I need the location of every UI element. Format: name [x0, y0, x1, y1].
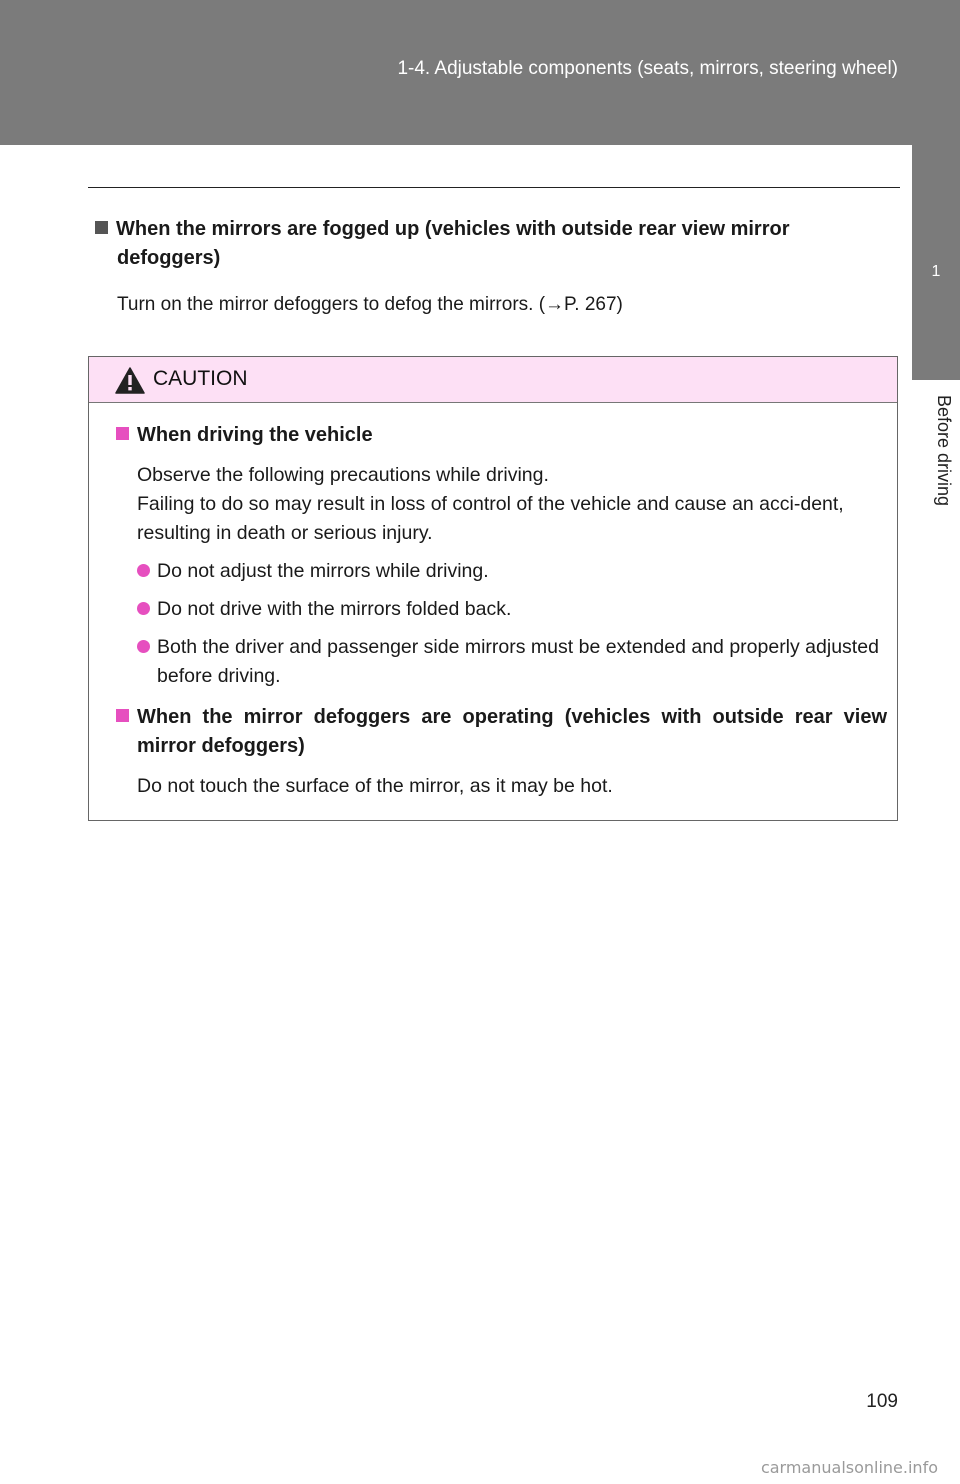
- chapter-tab: [912, 145, 960, 380]
- chapter-label: Before driving: [934, 395, 954, 507]
- arrow-icon: →: [545, 294, 565, 315]
- caution-bullet: Both the driver and passenger side mirrors must be extended and properly adjusted before driving.: [137, 633, 887, 691]
- caution-bullet: Do not adjust the mirrors while driving.: [137, 557, 887, 586]
- mirror-fog-section: [95, 215, 895, 319]
- circle-bullet-icon: [137, 564, 150, 577]
- circle-bullet-icon: [137, 602, 150, 615]
- chapter-number: 1: [931, 263, 941, 280]
- page-number: 109: [866, 1391, 898, 1412]
- caution-text: Do not touch the surface of the mirror, as it may be hot.: [137, 775, 613, 797]
- square-bullet-icon: [95, 221, 108, 234]
- section-heading: When the mirrors are fogged up (vehicles with outside rear view mirror defoggers): [95, 215, 895, 273]
- caution-heading-defoggers: When the mirror defoggers are operating (vehicles with outside rear view mirror defoggers): [116, 703, 887, 761]
- watermark: carmanualsonline.info: [760, 1458, 938, 1477]
- section-body: Turn on the mirror defoggers to defog the mirrors. (→P. 267): [117, 294, 623, 315]
- circle-bullet-icon: [137, 640, 150, 653]
- caution-header: [89, 357, 897, 403]
- caution-body: [89, 403, 897, 801]
- top-divider: [88, 187, 900, 188]
- caution-title: CAUTION: [153, 367, 248, 390]
- warning-triangle-icon: [115, 367, 145, 394]
- page-header: [0, 0, 960, 145]
- caution-bullet: Do not drive with the mirrors folded back.: [137, 595, 887, 624]
- header-title: 1-4. Adjustable components (seats, mirrors, steering wheel): [397, 58, 898, 79]
- caution-box: [88, 356, 898, 821]
- caution-heading-driving: When driving the vehicle: [116, 421, 887, 450]
- square-bullet-icon: [116, 427, 129, 440]
- caution-text: Observe the following precautions while driving. Failing to do so may result in loss of control of the vehicle and cause an acci-dent, resulting in death or serious injury.: [137, 464, 844, 544]
- square-bullet-icon: [116, 709, 129, 722]
